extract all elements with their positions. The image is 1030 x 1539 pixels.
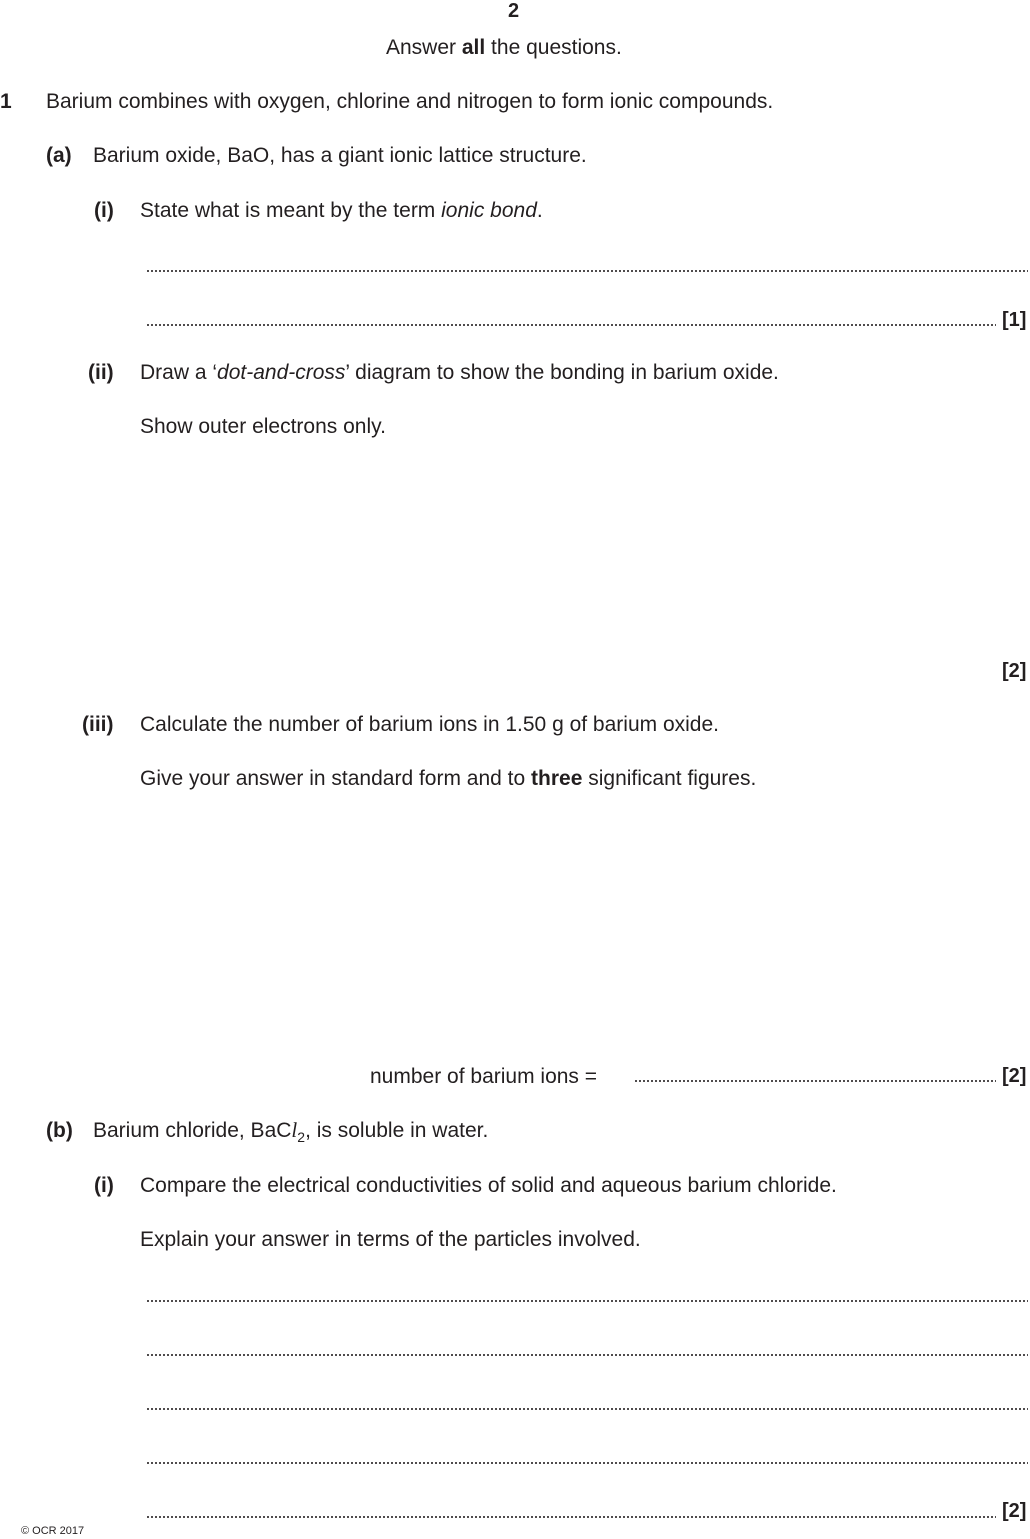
- part-a-i-term: ionic bond: [441, 199, 537, 222]
- marks-badge: [2]: [1002, 660, 1027, 682]
- part-a-ii-italic: dot-and-cross: [217, 361, 346, 384]
- part-a-i-text-post: .: [536, 199, 543, 222]
- answer-line[interactable]: [146, 1300, 1028, 1302]
- part-a-i-text-pre: State what is meant by the term: [140, 199, 442, 222]
- part-b-stem-pre: Barium chloride, BaC: [93, 1119, 292, 1142]
- part-a-stem: Barium oxide, BaO, has a giant ionic lattice structure.: [93, 144, 587, 167]
- question-1-stem: Barium combines with oxygen, chlorine and nitrogen to form ionic compounds.: [46, 90, 774, 113]
- part-a-i-label: (i): [94, 199, 114, 222]
- part-a-iii-text2-pre: Give your answer in standard form and to: [140, 767, 532, 790]
- answer-label: number of barium ions =: [370, 1065, 598, 1088]
- answer-line[interactable]: [146, 1408, 1028, 1410]
- marks-badge: [1]: [1002, 309, 1027, 331]
- question-1-number: 1: [0, 90, 12, 113]
- part-b-stem-ell: l: [291, 1118, 298, 1142]
- part-b-i-instruction: Explain your answer in terms of the particles involved.: [140, 1228, 641, 1251]
- part-a-iii-text2-post: significant figures.: [582, 767, 757, 790]
- diagram-area[interactable]: [140, 450, 1000, 650]
- part-b-stem: [93, 1118, 489, 1145]
- part-a-iii-instruction: [140, 768, 756, 789]
- page-number: 2: [508, 0, 520, 22]
- answer-line[interactable]: [146, 1516, 996, 1518]
- part-b-stem-post: , is soluble in water.: [305, 1119, 489, 1142]
- instruction-pre: Answer: [386, 36, 462, 59]
- answer-line[interactable]: [146, 1354, 1028, 1356]
- part-a-i-question: [140, 200, 543, 221]
- part-b-stem-subscript: 2: [297, 1129, 306, 1145]
- part-b-i-question: Compare the electrical conductivities of solid and aqueous barium chloride.: [140, 1174, 837, 1197]
- part-a-iii-text2-bold: three: [531, 767, 583, 790]
- part-a-ii-text-pre: Draw a ‘: [140, 361, 218, 384]
- part-b-label: (b): [46, 1119, 73, 1142]
- part-a-ii-instruction: Show outer electrons only.: [140, 415, 386, 438]
- answer-line[interactable]: [146, 324, 996, 326]
- marks-badge: [2]: [1002, 1500, 1027, 1522]
- part-a-ii-question: [140, 362, 779, 383]
- instruction-post: the questions.: [485, 36, 622, 59]
- instruction-bold: all: [461, 36, 486, 59]
- instruction: [386, 37, 622, 58]
- part-a-iii-label: (iii): [82, 713, 114, 736]
- answer-line[interactable]: [146, 1462, 1028, 1464]
- answer-line[interactable]: [634, 1080, 996, 1082]
- marks-badge: [2]: [1002, 1065, 1027, 1087]
- part-a-ii-text-post: ’ diagram to show the bonding in barium oxide.: [345, 361, 779, 384]
- part-b-i-label: (i): [94, 1174, 114, 1197]
- footer-copyright: © OCR 2017: [21, 1525, 85, 1537]
- part-a-iii-question: Calculate the number of barium ions in 1.50 g of barium oxide.: [140, 713, 719, 736]
- part-a-label: (a): [46, 144, 72, 167]
- answer-line[interactable]: [146, 270, 1028, 272]
- working-area[interactable]: [140, 805, 1000, 1045]
- part-a-ii-label: (ii): [88, 361, 114, 384]
